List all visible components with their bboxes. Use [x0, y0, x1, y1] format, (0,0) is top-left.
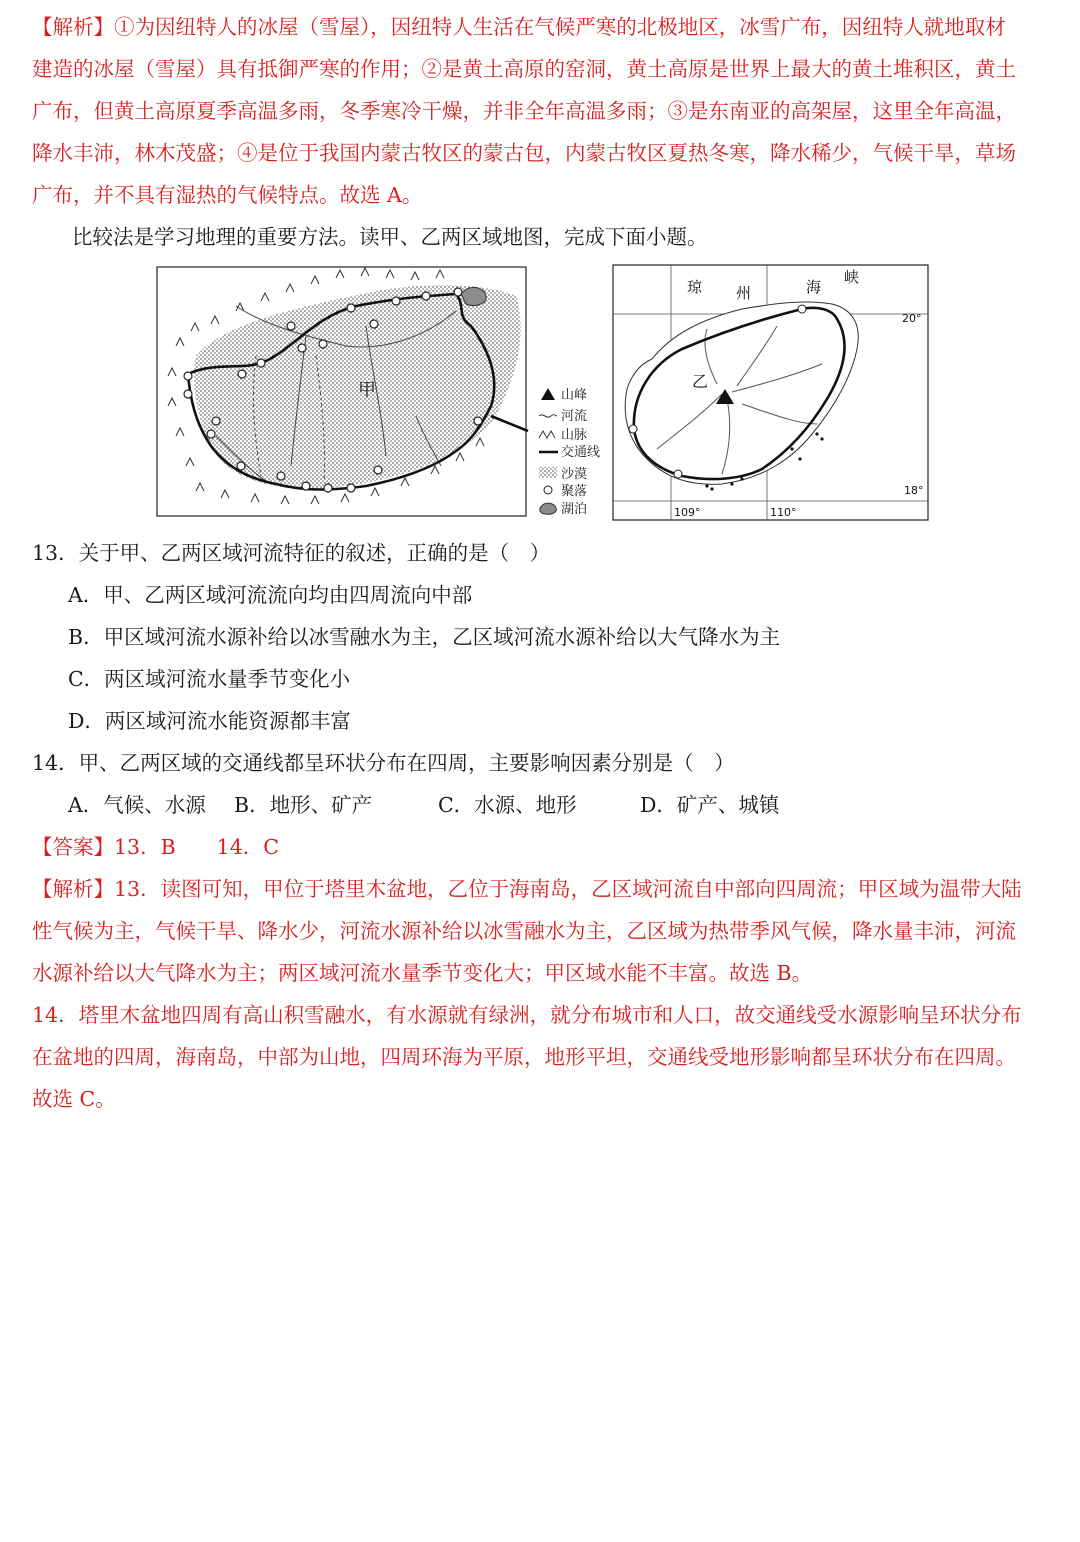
strait-char-3: 海	[806, 278, 822, 296]
map-left	[156, 266, 616, 519]
analysis2-line-5: 在盆地的四周，海南岛，中部为山地，四周环海为平原，地形平坦，交通线受地形影响都呈环状分布在四周。	[32, 1045, 1016, 1069]
q13-option-c: C．两区域河流水量季节变化小	[68, 667, 351, 691]
q14-option-c: C．水源、地形	[438, 793, 577, 817]
map-right	[612, 264, 930, 522]
q14-stem: 14．甲、乙两区域的交通线都呈环状分布在四周，主要影响因素分别是（ ）	[32, 751, 735, 775]
q14-options	[68, 784, 1056, 826]
map-left-legend	[539, 388, 600, 517]
legend-desert-icon	[539, 467, 557, 478]
analysis1-tag: 【解析】	[32, 15, 114, 39]
analysis1-line-2: 建造的冰屋（雪屋）具有抵御严寒的作用；②是黄土高原的窑洞，黄土高原是世界上最大的黄土堆积区，黄土	[32, 57, 1016, 81]
legend-transport: 交通线	[561, 445, 601, 460]
legend-mountain-icon	[539, 431, 555, 438]
lon-left: 109°	[674, 506, 701, 519]
island-settlement-1	[629, 425, 637, 433]
intro-text: 比较法是学习地理的重要方法。读甲、乙两区域地图，完成下面小题。	[72, 225, 708, 249]
q13-option-b: B．甲区域河流水源补给以冰雪融水为主，乙区域河流水源补给以大气降水为主	[68, 625, 781, 649]
legend-lake-icon	[540, 503, 557, 514]
legend-river-icon	[539, 415, 557, 417]
analysis2-line-6: 故选 C。	[32, 1087, 116, 1111]
map-right-region-label: 乙	[692, 372, 709, 391]
legend-desert: 沙漠	[561, 467, 588, 482]
analysis2-line-4: 14．塔里木盆地四周有高山积雪融水，有水源就有绿洲，就分布城市和人口，故交通线受水源影响呈环状分布	[32, 1003, 1022, 1027]
analysis2-tag: 【解析】	[32, 877, 114, 901]
analysis2-line-1: 【解析】13．读图可知，甲位于塔里木盆地，乙位于海南岛，乙区域河流自中部向四周流；甲区域为温带大陆	[32, 877, 1022, 901]
legend-lake: 湖泊	[561, 502, 588, 517]
analysis2-line-2: 性气候为主，气候干旱、降水少，河流水源补给以冰雪融水为主，乙区域为热带季风气候，降水量丰沛，河流	[32, 919, 1016, 943]
legend-mountain: 山脉	[561, 428, 588, 443]
q13-stem: 13．关于甲、乙两区域河流特征的叙述，正确的是（ ）	[32, 541, 551, 565]
q14-option-a: A．气候、水源	[68, 793, 206, 817]
answer-line	[32, 826, 1056, 868]
q13-option-d: D．两区域河流水能资源都丰富	[68, 709, 351, 733]
legend-peak-icon	[541, 388, 555, 400]
answer-text: 13．B 14．C	[114, 835, 279, 859]
legend-river: 河流	[561, 409, 588, 424]
strait-char-2: 州	[736, 284, 752, 302]
legend-settlement-icon	[544, 486, 552, 494]
q14-option-d: D．矿产、城镇	[640, 793, 780, 817]
island-settlement-2	[798, 305, 806, 313]
analysis1-line-1: 【解析】①为因纽特人的冰屋（雪屋），因纽特人生活在气候严寒的北极地区，冰雪广布，因纽特人就地取材	[32, 15, 1006, 39]
analysis2-line-3: 水源补给以大气降水为主；两区域河流水量季节变化大；甲区域水能不丰富。故选 B。	[32, 961, 813, 985]
lat-top: 20°	[902, 312, 922, 325]
legend-settlement: 聚落	[561, 484, 588, 499]
legend-peak: 山峰	[561, 388, 588, 403]
q13-option-a: A．甲、乙两区域河流流向均由四周流向中部	[68, 583, 473, 607]
island-settlement-3	[674, 470, 682, 478]
q14-option-b: B．地形、矿产	[234, 793, 373, 817]
analysis1-line-3: 广布，但黄土高原夏季高温多雨，冬季寒冷干燥，并非全年高温多雨；③是东南亚的高架屋，这里全年高温，	[32, 99, 1016, 123]
answer-tag: 【答案】	[32, 835, 114, 859]
map-left-region-label: 甲	[358, 380, 376, 401]
lat-bottom: 18°	[904, 484, 924, 497]
strait-char-4: 峡	[844, 268, 860, 286]
strait-char-1: 琼	[687, 278, 703, 296]
analysis1-line-5: 广布，并不具有湿热的气候特点。故选 A。	[32, 183, 423, 207]
analysis1-line-4: 降水丰沛，林木茂盛；④是位于我国内蒙古牧区的蒙古包，内蒙古牧区夏热冬寒，降水稀少，气候干旱，草场	[32, 141, 1016, 165]
lon-right: 110°	[770, 506, 797, 519]
